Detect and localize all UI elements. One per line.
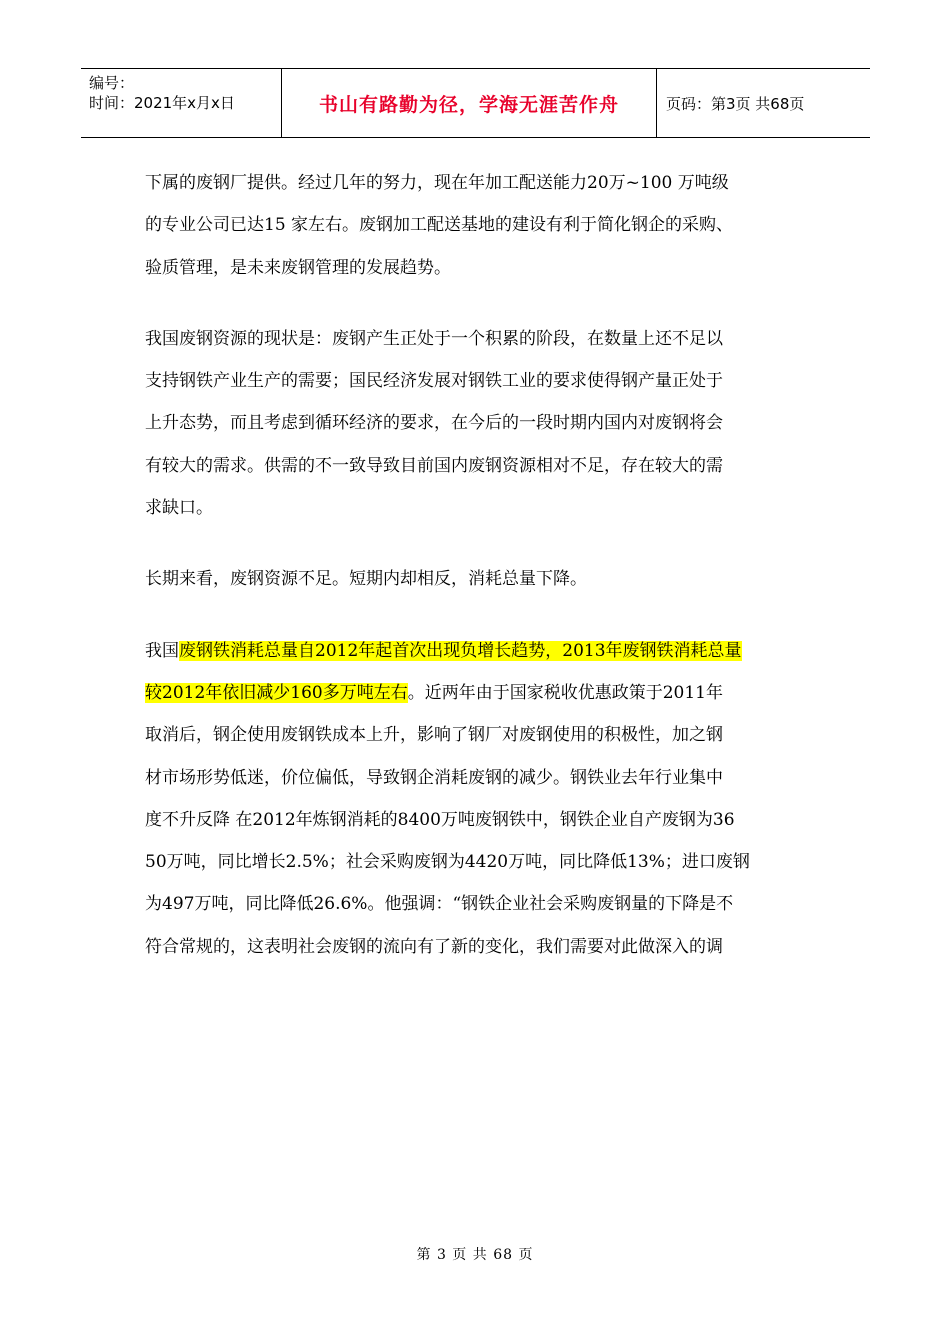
text-line: 下属的废钢厂提供。经过几年的努力，现在年加工配送能力20万~100 万吨级: [145, 173, 729, 193]
text-line: 长期来看，废钢资源不足。短期内却相反，消耗总量下降。: [145, 569, 587, 590]
text-line: 度不升反降 在2012年炼钢消耗的8400万吨废钢铁中，钢铁企业自产废钢为36: [145, 809, 735, 830]
text-line: 求缺口。: [145, 498, 213, 519]
document-number-label: 编号：: [89, 74, 135, 92]
text-line: 为497万吨，同比降低26.6%。他强调：“钢铁企业社会采购废钢量的下降是不: [145, 894, 734, 915]
page-footer: 第 3 页 共 68 页: [416, 1247, 534, 1263]
document-body: [145, 162, 815, 997]
highlighted-text: 废钢铁消耗总量自2012年起首次出现负增长趋势，2013年废钢铁消耗总量: [179, 640, 742, 661]
header-meta: [81, 69, 282, 137]
header-motto: 书山有路勤为径，学海无涯苦作舟: [282, 69, 657, 137]
text-line-highlighted: [145, 672, 815, 714]
document-date-label: 时间：2021年x月x日: [89, 94, 235, 112]
text-line: 有较大的需求。供需的不一致导致目前国内废钢资源相对不足，存在较大的需: [145, 455, 723, 476]
paragraph-2: [145, 318, 815, 529]
page-header: [81, 68, 870, 138]
paragraph-1: [145, 162, 815, 289]
text-line: 上升态势，而且考虑到循环经济的要求，在今后的一段时期内国内对废钢将会: [145, 413, 723, 434]
text-line: 我国废钢资源的现状是：废钢产生正处于一个积累的阶段，在数量上还不足以: [145, 328, 723, 349]
text-line: 验质管理，是未来废钢管理的发展趋势。: [145, 257, 451, 278]
text-line: 符合常规的，这表明社会废钢的流向有了新的变化，我们需要对此做深入的调: [145, 936, 723, 957]
text-line: 的专业公司已达15 家左右。废钢加工配送基地的建设有利于简化钢企的采购、: [145, 215, 734, 236]
text-segment: 我国: [145, 640, 179, 661]
text-line: 取消后，钢企使用废钢铁成本上升，影响了钢厂对废钢使用的积极性，加之钢: [145, 725, 723, 746]
text-line: 支持钢铁产业生产的需要；国民经济发展对钢铁工业的要求使得钢产量正处于: [145, 371, 723, 392]
paragraph-4: [145, 630, 815, 968]
text-line-highlighted: [145, 630, 815, 672]
text-line: 材市场形势低迷，价位偏低，导致钢企消耗废钢的减少。钢铁业去年行业集中: [145, 767, 723, 788]
highlighted-text: 较2012年依旧减少160多万吨左右: [145, 682, 408, 703]
header-page-info: 页码：第3页 共68页: [666, 94, 805, 113]
text-segment: 。近两年由于国家税收优惠政策于2011年: [407, 682, 723, 703]
paragraph-3: [145, 558, 815, 600]
text-line: 50万吨，同比增长2.5%；社会采购废钢为4420万吨，同比降低13%；进口废钢: [145, 852, 750, 873]
